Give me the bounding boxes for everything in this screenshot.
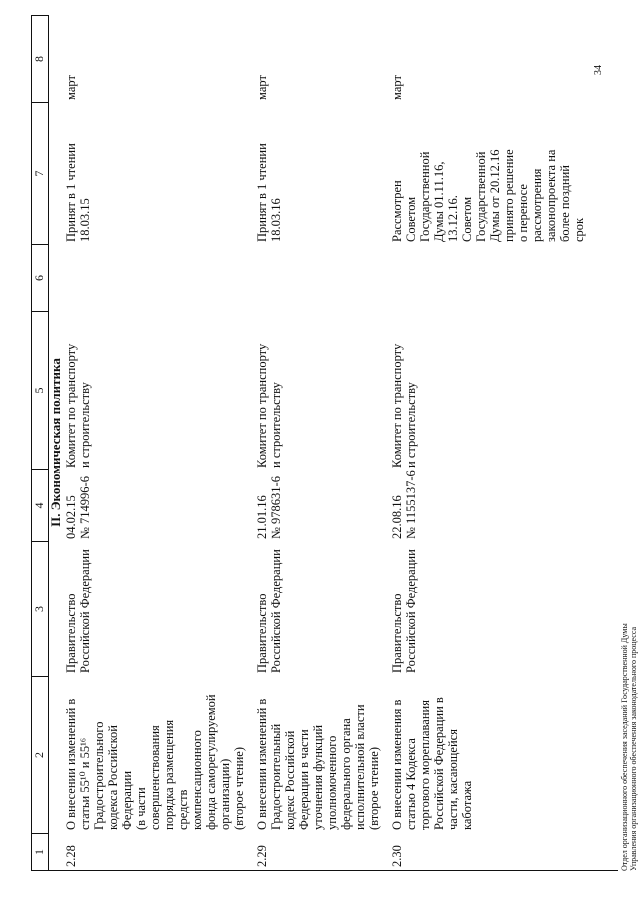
- header-col-7: 7: [32, 102, 48, 244]
- bill-title-line: фонда саморегулируемой: [204, 694, 218, 830]
- month: март: [255, 75, 269, 100]
- bill-title-line: Федерации в части: [297, 729, 311, 830]
- registration: [390, 459, 418, 539]
- initiator-line: Российской Федерации: [269, 549, 283, 673]
- committee-line: Комитет по транспорту: [64, 343, 78, 468]
- status: [64, 142, 92, 242]
- section-title: II. Экономическая политика: [48, 358, 63, 527]
- status-line: о переносе: [516, 184, 530, 242]
- bill-title: [64, 677, 246, 830]
- status-line: Государственной: [474, 151, 488, 242]
- bill-title-line: (второе чтение): [232, 746, 246, 830]
- status: [255, 142, 283, 242]
- bill-title-line: уточнения функций: [311, 724, 325, 830]
- bill-title-line: порядка размещения: [162, 719, 176, 830]
- status-line: Принят в 1 чтении: [255, 143, 269, 242]
- page-number: 34: [593, 65, 604, 75]
- bill-title-line: средств: [176, 789, 190, 830]
- committee-line: и строительству: [404, 382, 418, 468]
- header-col-4: 4: [32, 469, 48, 541]
- bill-title-line: (в части: [134, 787, 148, 830]
- initiator-line: Российской Федерации: [78, 549, 92, 673]
- status-line: законопроекта на: [544, 149, 558, 242]
- row-number: 2.30: [390, 845, 404, 867]
- bill-title-line: (второе чтение): [367, 746, 381, 830]
- header-col-5: 5: [32, 311, 48, 469]
- bill-title-line: уполномоченного: [325, 735, 339, 830]
- bill-title-line: О внесении изменения в: [390, 699, 404, 830]
- header-col-3: 3: [32, 541, 48, 676]
- registration-number: № 1155137-6: [404, 470, 418, 539]
- registration-number: № 714996-6: [78, 476, 92, 539]
- header-row: [31, 15, 49, 870]
- header-col-6: 6: [32, 244, 48, 311]
- committee-line: и строительству: [78, 382, 92, 468]
- bill-title-line: федерального органа: [339, 718, 353, 830]
- month: март: [64, 75, 78, 100]
- status-line: срок: [572, 217, 586, 242]
- initiator: [64, 549, 92, 673]
- committee: [255, 313, 283, 468]
- footer-line: Отдел организационного обеспечения заседаний Государственной Думы: [620, 623, 629, 871]
- header-col-8: 8: [32, 15, 48, 102]
- status-line: рассмотрения: [530, 168, 544, 242]
- status: [390, 142, 586, 242]
- registration-number: № 978631-6: [269, 476, 283, 539]
- initiator-line: Правительство: [390, 593, 404, 673]
- registration-date: 22.08.16: [390, 495, 404, 539]
- initiator: [255, 549, 283, 673]
- bill-title-line: кодекс Российской: [283, 730, 297, 830]
- registration: [64, 459, 92, 539]
- bill-title-line: кодекса Российской: [106, 725, 120, 830]
- bill-title-line: О внесении изменений в: [255, 698, 269, 830]
- bill-title: [390, 677, 474, 830]
- row-number: 2.29: [255, 845, 269, 867]
- bill-title-line: статьи 55¹⁰ и 55¹⁶: [78, 737, 92, 830]
- bill-title-line: компенсационного: [190, 730, 204, 830]
- bill-title-line: Градостроительный: [269, 723, 283, 830]
- status-line: Государственной: [418, 151, 432, 242]
- bill-title-line: Российской Федерации в: [432, 697, 446, 830]
- committee-line: и строительству: [269, 382, 283, 468]
- bill-title-line: Градостроительного: [92, 721, 106, 830]
- bill-title-line: части, касающейся: [446, 729, 460, 830]
- status-line: Думы 01.11.16,: [432, 161, 446, 242]
- committee-line: Комитет по транспорту: [390, 343, 404, 468]
- bill-title-line: каботажа: [460, 780, 474, 830]
- bill-title-line: Федерации: [120, 770, 134, 830]
- status-line: Думы от 20.12.16: [488, 149, 502, 242]
- bill-title-line: торгового мореплавания: [418, 700, 432, 830]
- registration: [255, 459, 283, 539]
- footer: [620, 623, 638, 871]
- bill-title: [255, 677, 381, 830]
- status-line: 18.03.16: [269, 198, 283, 242]
- registration-date: 21.01.16: [255, 495, 269, 539]
- initiator: [390, 549, 418, 673]
- bill-title-line: совершенствования: [148, 725, 162, 830]
- status-line: принято решение: [502, 149, 516, 242]
- header-col-2: 2: [32, 676, 48, 833]
- committee: [390, 313, 418, 468]
- status-line: более поздний: [558, 165, 572, 242]
- initiator-line: Российской Федерации: [404, 549, 418, 673]
- bill-title-line: исполнительной власти: [353, 704, 367, 830]
- status-line: Принят в 1 чтении: [64, 143, 78, 242]
- status-line: Рассмотрен: [390, 180, 404, 242]
- header-col-1: 1: [32, 833, 48, 870]
- agenda-table: [31, 15, 618, 871]
- committee: [64, 313, 92, 468]
- row-number: 2.28: [64, 845, 78, 867]
- initiator-line: Правительство: [64, 593, 78, 673]
- bill-title-line: организации): [218, 758, 232, 830]
- initiator-line: Правительство: [255, 593, 269, 673]
- status-line: Советом: [404, 196, 418, 242]
- bill-title-line: статью 4 Кодекса: [404, 738, 418, 830]
- registration-date: 04.02.15: [64, 495, 78, 539]
- status-line: Советом: [460, 196, 474, 242]
- status-line: 18.03.15: [78, 198, 92, 242]
- committee-line: Комитет по транспорту: [255, 343, 269, 468]
- status-line: 13.12.16.: [446, 195, 460, 242]
- bill-title-line: О внесении изменений в: [64, 698, 78, 830]
- footer-line: Управления организационного обеспечения законодательного процесса: [629, 626, 638, 871]
- month: март: [390, 75, 404, 100]
